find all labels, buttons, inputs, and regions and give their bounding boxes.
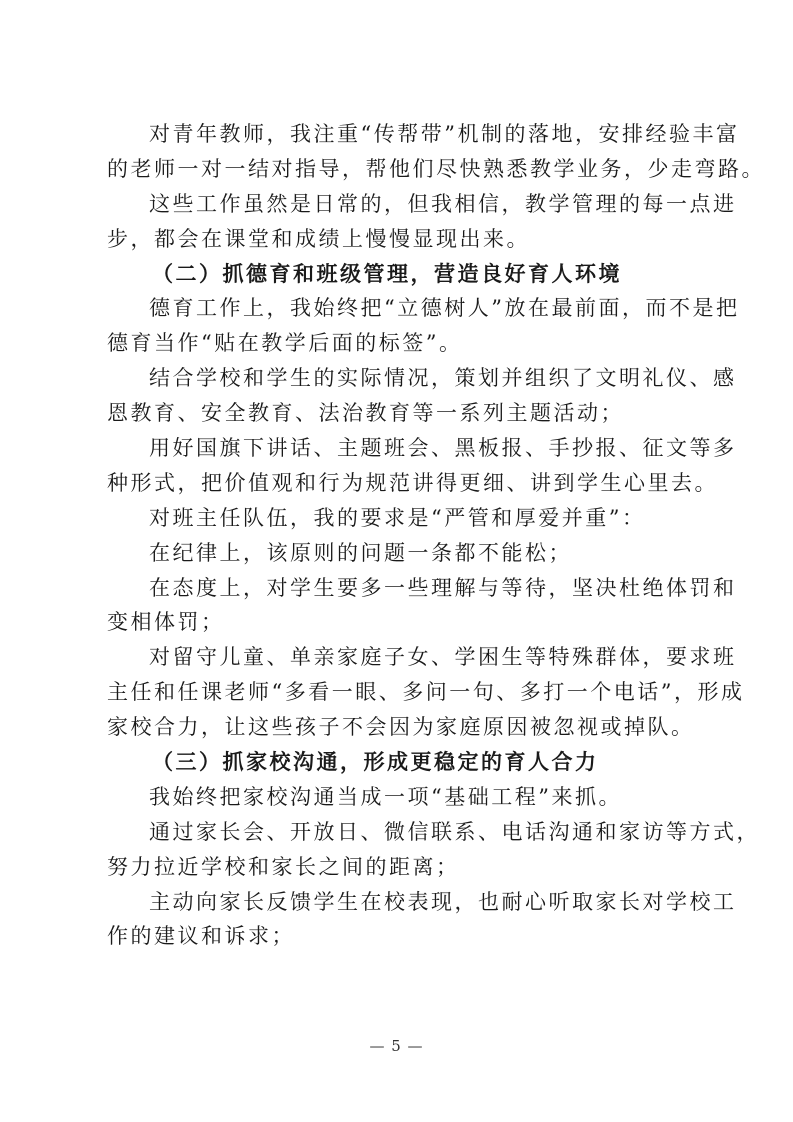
- text-line: 的老师一对一结对指导，帮他们尽快熟悉教学业务，少走弯路。: [107, 156, 765, 181]
- text-line: 主动向家长反馈学生在校表现，也耐心听取家长对学校工: [149, 889, 737, 914]
- text-line: 这些工作虽然是日常的，但我相信，教学管理的每一点进: [149, 191, 737, 216]
- text-line: 对青年教师，我注重“传帮带”机制的落地，安排经验丰富: [149, 122, 740, 146]
- text-line: 结合学校和学生的实际情况，策划并组织了文明礼仪、感: [149, 366, 737, 391]
- text-line: 变相体罚；: [107, 610, 225, 635]
- document-body: [107, 117, 765, 954]
- text-line: 步，都会在课堂和成绩上慢慢显现出来。: [107, 226, 530, 251]
- text-line: 在态度上，对学生要多一些理解与等待，坚决杜绝体罚和: [149, 575, 737, 600]
- text-line: 德育当作“贴在教学后面的标签”。: [107, 331, 463, 356]
- text-line: 通过家长会、开放日、微信联系、电话沟通和家访等方式，: [149, 819, 760, 844]
- page-number: — 5 —: [369, 1037, 424, 1055]
- text-line: 德育工作上，我始终把“立德树人”放在最前面，而不是把: [149, 296, 740, 321]
- text-line: 种形式，把价值观和行为规范讲得更细、讲到学生心里去。: [107, 470, 718, 495]
- text-line: 努力拉近学校和家长之间的距离；: [107, 854, 460, 879]
- section-heading: （二）抓德育和班级管理，营造良好育人环境: [152, 260, 622, 286]
- text-line: 用好国旗下讲话、主题班会、黑板报、手抄报、征文等多: [149, 436, 737, 461]
- text-line: 主任和任课老师“多看一眼、多问一句、多打一个电话”，形成: [107, 680, 745, 705]
- text-line: 作的建议和诉求；: [107, 924, 295, 949]
- text-line: 我始终把家校沟通当成一项“基础工程”来抓。: [149, 784, 622, 809]
- text-line: 对班主任队伍，我的要求是“严管和厚爱并重”：: [149, 505, 646, 530]
- section-heading: （三）抓家校沟通，形成更稳定的育人合力: [152, 749, 599, 775]
- text-line: 恩教育、安全教育、法治教育等一系列主题活动；: [107, 401, 624, 426]
- text-line: 在纪律上，该原则的问题一条都不能松；: [149, 540, 572, 565]
- text-line: 对留守儿童、单亲家庭子女、学困生等特殊群体，要求班: [149, 645, 737, 670]
- text-line: 家校合力，让这些孩子不会因为家庭原因被忽视或掉队。: [107, 715, 695, 740]
